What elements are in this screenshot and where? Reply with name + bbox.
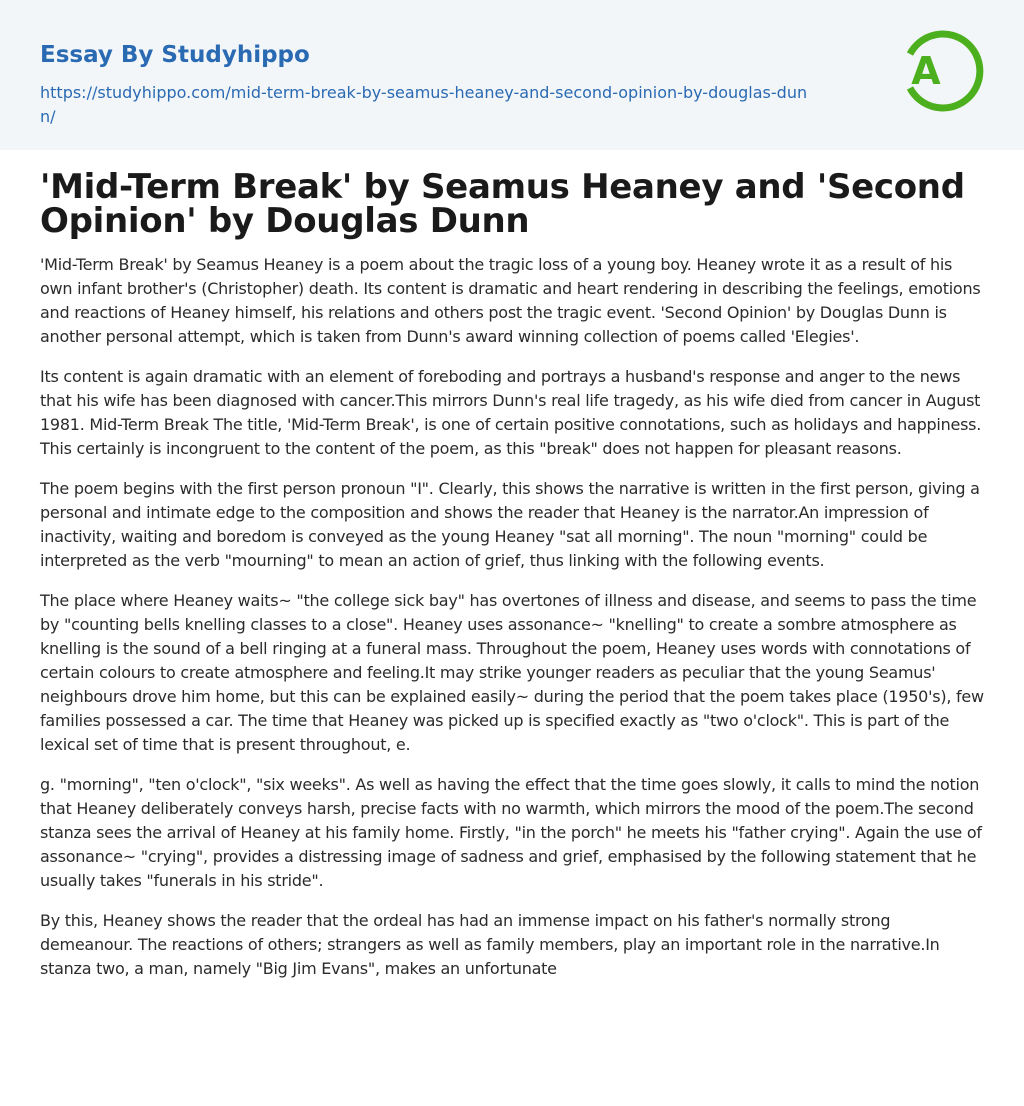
- logo-ring-icon: [900, 28, 986, 114]
- essay-url-link[interactable]: https://studyhippo.com/mid-term-break-by-seamus-heaney-and-second-opinion-by-douglas-dunn/: [40, 83, 808, 126]
- site-brand[interactable]: Essay By Studyhippo: [40, 42, 310, 68]
- studyhippo-logo[interactable]: [900, 28, 986, 114]
- article: [0, 150, 1024, 981]
- essay-paragraph: 'Mid-Term Break' by Seamus Heaney is a poem about the tragic loss of a young boy. Heaney wrote it as a result of his own infant brother's (Christopher) death. Its content is dramatic and heart rendering in describing the feelings, emotions and reactions of Heaney himself, his relations and others post the tragic event. 'Second Opinion' by Douglas Dunn is another personal attempt, which is taken from Dunn's award winning collection of poems called 'Elegies'.: [40, 255, 981, 346]
- essay-paragraph: By this, Heaney shows the reader that the ordeal has had an immense impact on his father's normally strong demeanour. The reactions of others; strangers as well as family members, play an important role in the narrative.In stanza two, a man, namely "Big Jim Evans", makes an unfortunate: [40, 911, 940, 978]
- logo-letter: A: [911, 49, 941, 93]
- essay-paragraph: Its content is again dramatic with an element of foreboding and portrays a husband's response and anger to the news that his wife has been diagnosed with cancer.This mirrors Dunn's real life tragedy, as his wife died from cancer in August 1981. Mid-Term Break The title, 'Mid-Term Break', is one of certain positive connotations, such as holidays and happiness. This certainly is incongruent to the content of the poem, as this "break" does not happen for pleasant reasons.: [40, 367, 982, 458]
- essay-paragraph: The place where Heaney waits~ "the college sick bay" has overtones of illness and disease, and seems to pass the time by "counting bells knelling classes to a close". Heaney uses assonance~ "knelling" to create a sombre atmosphere as knelling is the sound of a bell ringing at a funeral mass. Throughout the poem, Heaney uses words with connotations of certain colours to create atmosphere and feeling.It may strike younger readers as peculiar that the young Seamus' neighbours drove him home, but this can be explained easily~ during the period that the poem takes place (1950's), few families possessed a car. The time that Heaney was picked up is specified exactly as "two o'clock". This is part of the lexical set of time that is present throughout, e.: [40, 591, 984, 754]
- essay-title: 'Mid-Term Break' by Seamus Heaney and 'Second Opinion' by Douglas Dunn: [40, 167, 965, 241]
- site-header: [0, 0, 1024, 150]
- essay-paragraph: g. "morning", "ten o'clock", "six weeks". As well as having the effect that the time goes slowly, it calls to mind the notion that Heaney deliberately conveys harsh, precise facts with no warmth, which mirrors the mood of the poem.The second stanza sees the arrival of Heaney at his family home. Firstly, "in the porch" he meets his "father crying". Again the use of assonance~ "crying", provides a distressing image of sadness and grief, emphasised by the following statement that he usually takes "funerals in his stride".: [40, 775, 982, 890]
- essay-paragraph: The poem begins with the first person pronoun "I". Clearly, this shows the narrative is written in the first person, giving a personal and intimate edge to the composition and shows the reader that Heaney is the narrator.An impression of inactivity, waiting and boredom is conveyed as the young Heaney "sat all morning". The noun "morning" could be interpreted as the verb "mourning" to mean an action of grief, thus linking with the following events.: [40, 479, 980, 570]
